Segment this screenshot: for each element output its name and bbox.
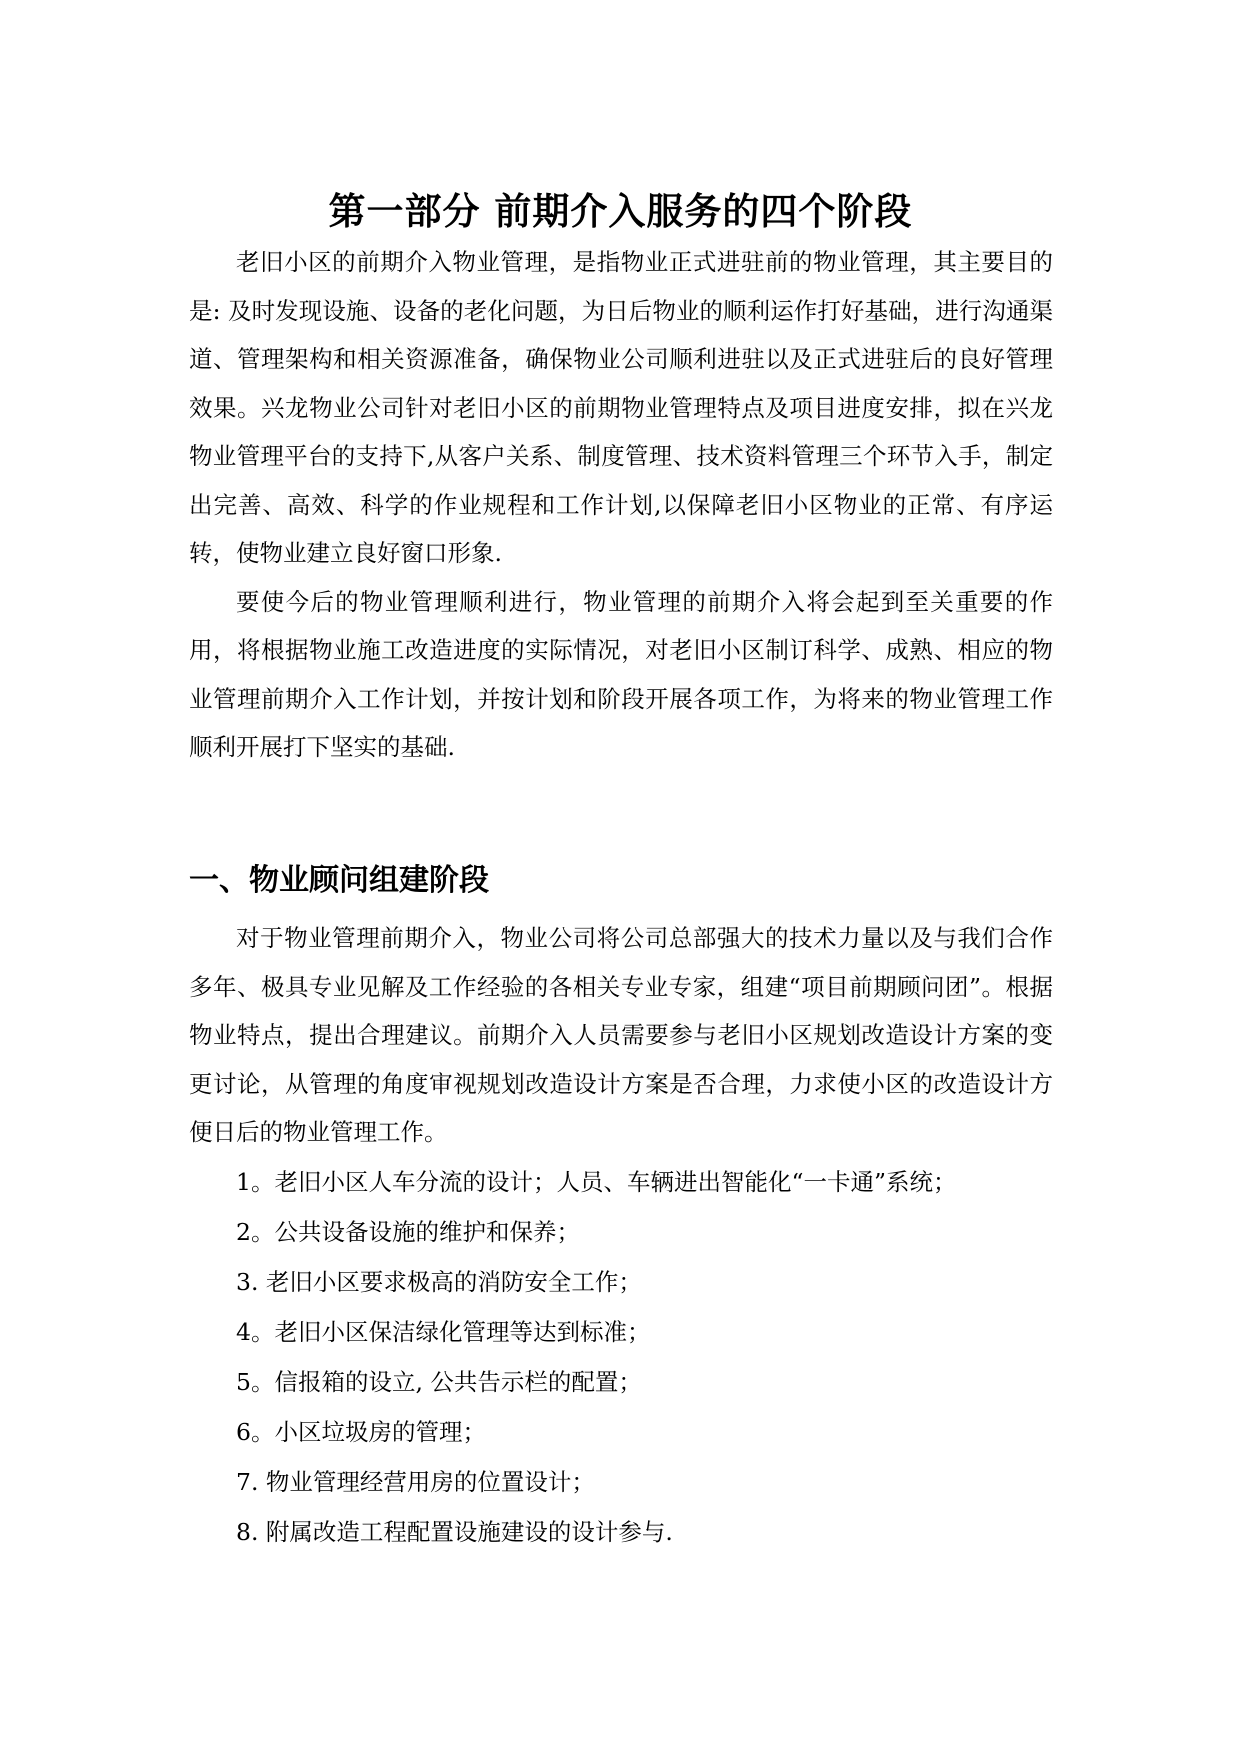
section-paragraph: 对于物业管理前期介入，物业公司将公司总部强大的技术力量以及与我们合作多年、极具专业见解及工作经验的各相关专业专家，组建“项目前期顾问团”。根据物业特点，提出合理建议。前期介入人员需要参与老旧小区规划改造设计方案的变更讨论，从管理的角度审视规划改造设计方案是否合理，力求使小区的改造设计方便日后的物业管理工作。 bbox=[189, 924, 1053, 1146]
list-item: 5。信报箱的设立, 公共告示栏的配置； bbox=[236, 1367, 642, 1396]
page-title: 第一部分 前期介入服务的四个阶段 bbox=[328, 189, 913, 233]
section-heading: 一、物业顾问组建阶段 bbox=[189, 862, 489, 898]
section-body bbox=[189, 914, 1053, 1557]
list-item: 7. 物业管理经营用房的位置设计； bbox=[236, 1467, 595, 1496]
list-item: 2。公共设备设施的维护和保养； bbox=[236, 1217, 580, 1246]
list-item: 6。小区垃圾房的管理； bbox=[236, 1417, 486, 1446]
intro-paragraph-2: 要使今后的物业管理顺利进行，物业管理的前期介入将会起到至关重要的作用，将根据物业施工改造进度的实际情况，对老旧小区制订科学、成熟、相应的物业管理前期介入工作计划，并按计划和阶段开展各项工作，为将来的物业管理工作顺利开展打下坚实的基础. bbox=[189, 587, 1053, 761]
intro-section bbox=[189, 238, 1053, 772]
requirements-list bbox=[189, 1157, 1053, 1557]
list-item: 8. 附属改造工程配置设施建设的设计参与. bbox=[236, 1517, 673, 1546]
list-item: 4。老旧小区保洁绿化管理等达到标准； bbox=[236, 1317, 651, 1346]
intro-paragraph-1: 老旧小区的前期介入物业管理，是指物业正式进驻前的物业管理，其主要目的是: 及时发现设施、设备的老化问题，为日后物业的顺利运作打好基础，进行沟通渠道、管理架构和相关资源准备，确保物业公司顺利进驻以及正式进驻后的良好管理效果。兴龙物业公司针对老旧小区的前期物业管理特点及项目进度安排，拟在兴龙物业管理平台的支持下,从客户关系、制度管理、技术资料管理三个环节入手，制定出完善、高效、科学的作业规程和工作计划,以保障老旧小区物业的正常、有序运转，使物业建立良好窗口形象. bbox=[189, 248, 1053, 567]
list-item: 3. 老旧小区要求极高的消防安全工作； bbox=[236, 1267, 642, 1296]
list-item: 1。老旧小区人车分流的设计；人员、车辆进出智能化“一卡通”系统； bbox=[236, 1167, 957, 1196]
